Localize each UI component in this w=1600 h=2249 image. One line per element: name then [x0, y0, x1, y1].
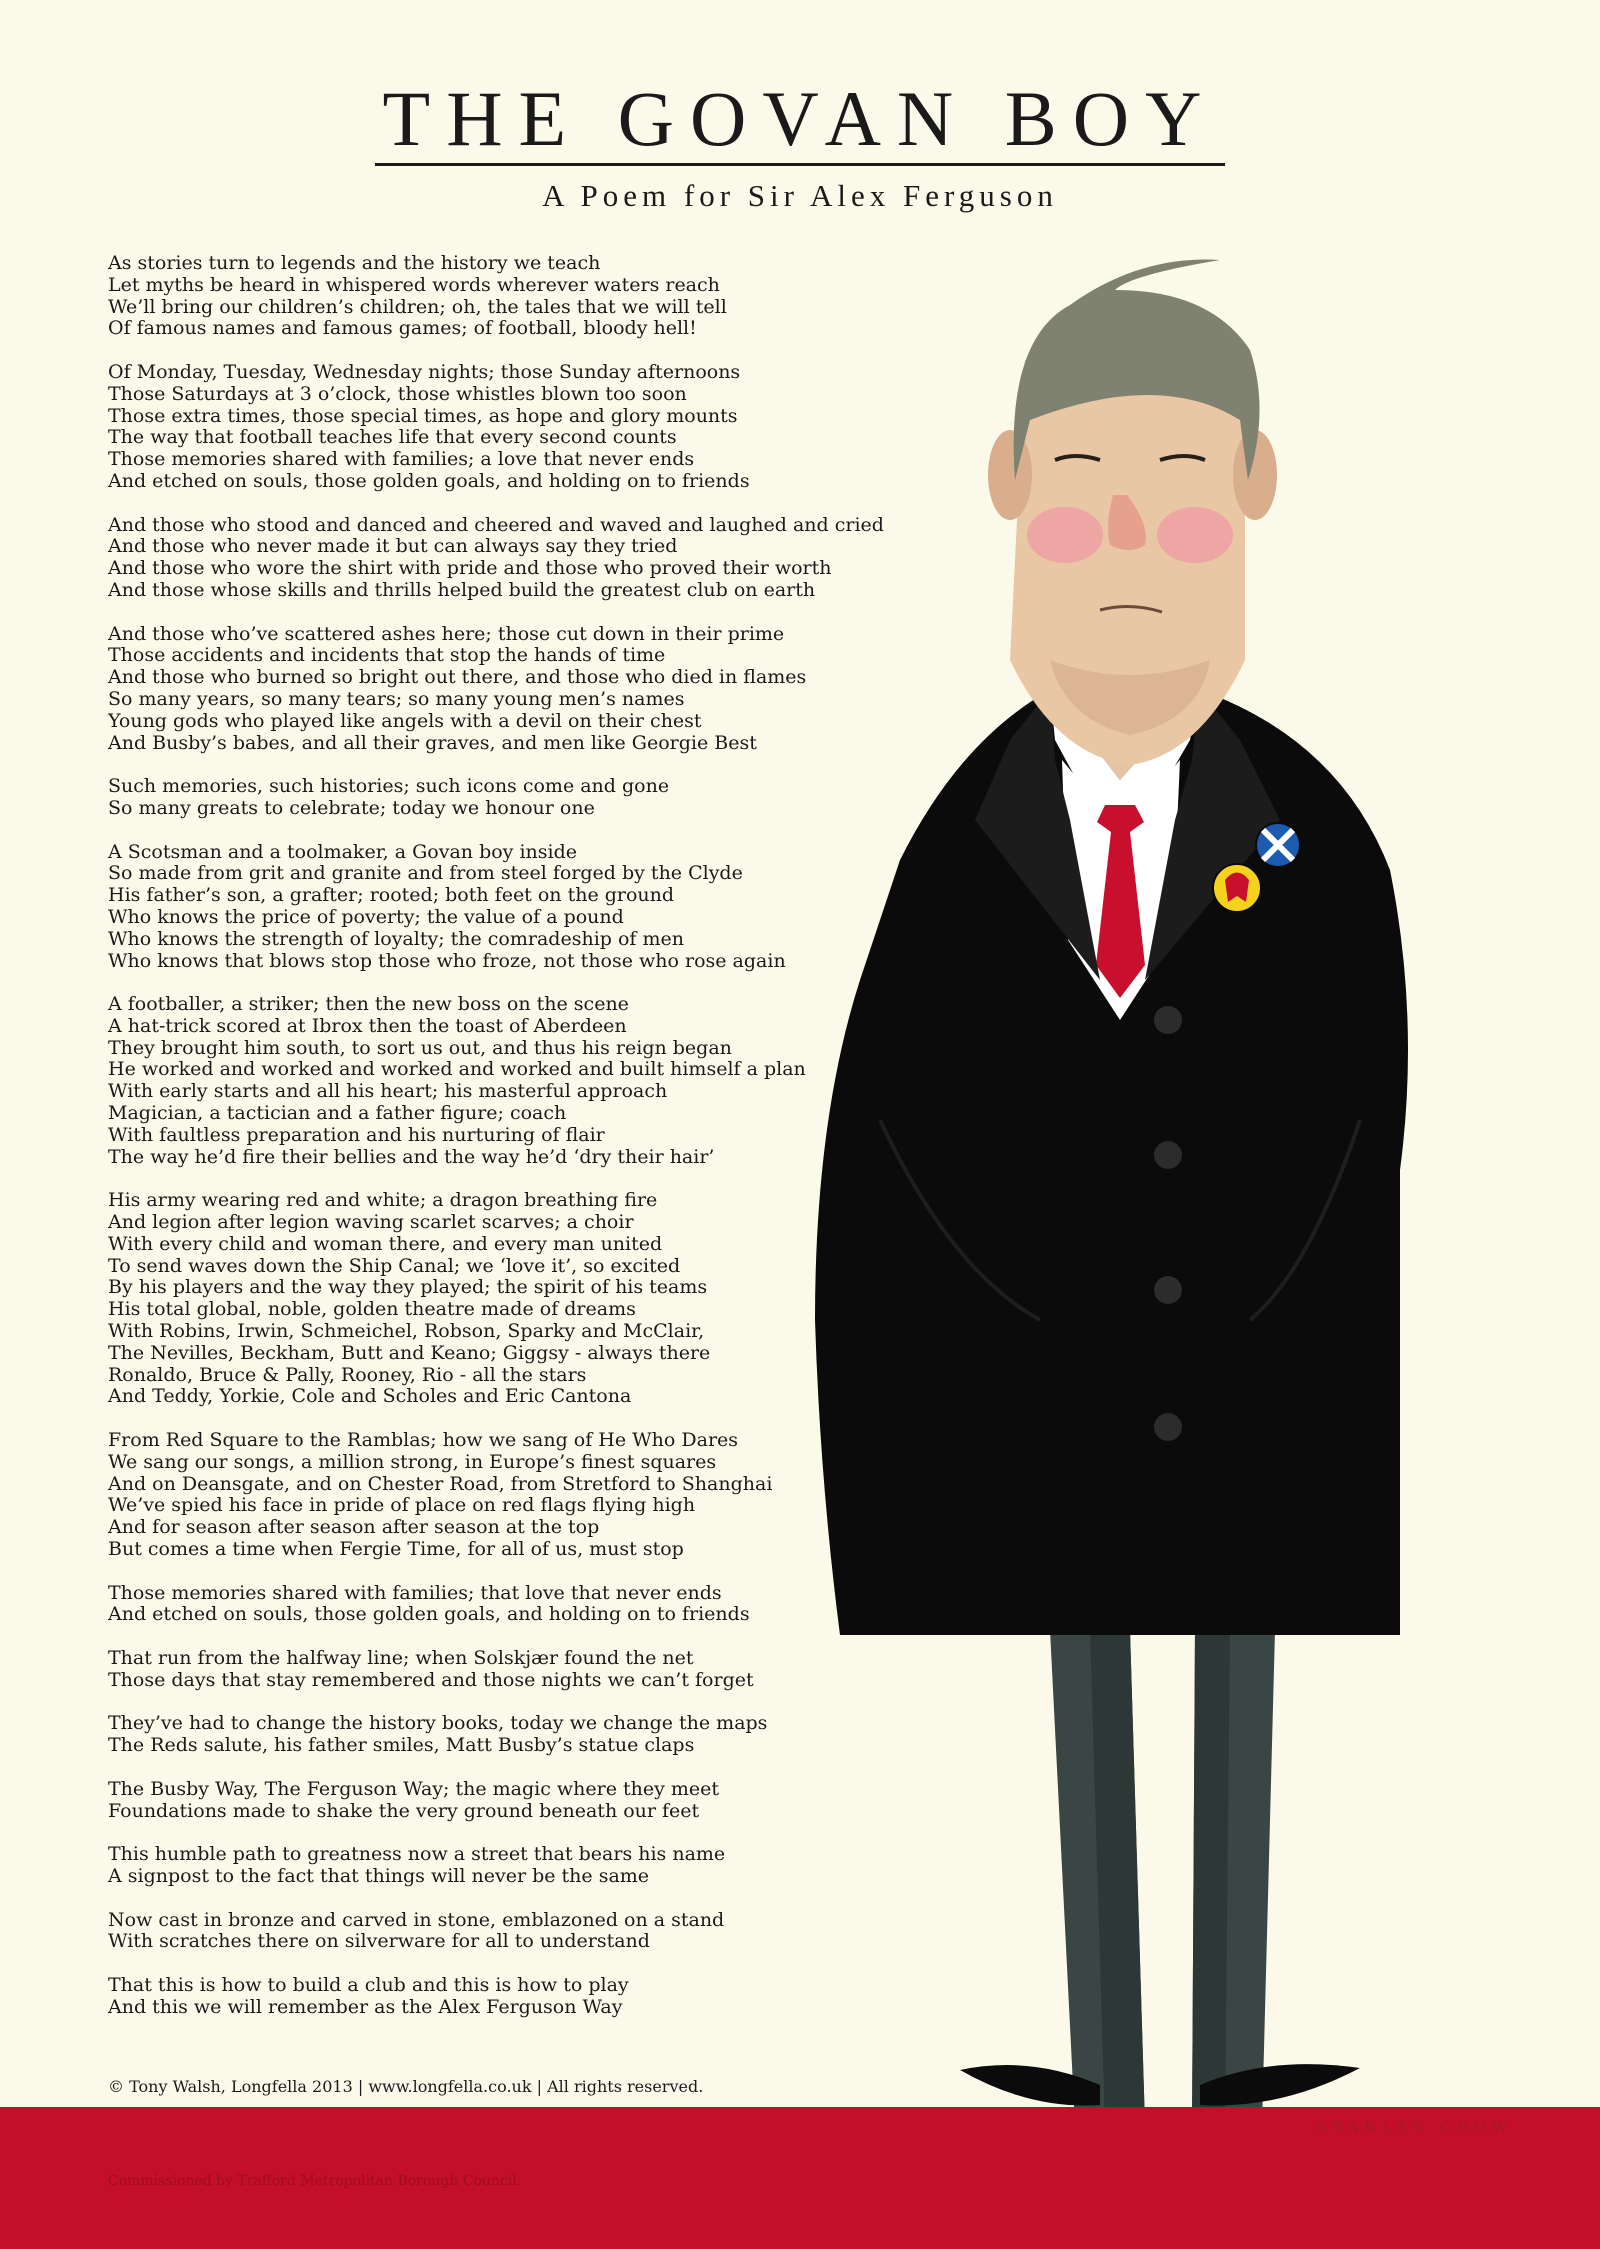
poem-line: Those memories shared with families; a love that never ends [108, 448, 695, 471]
poem-line: That run from the halfway line; when Solskjær found the net [108, 1647, 694, 1669]
poem-line: He worked and worked and worked and worked and built himself a plan [108, 1058, 806, 1081]
poem-line: And this we will remember as the Alex Ferguson Way [108, 1995, 623, 2018]
poem-line: And those who stood and danced and cheered and waved and laughed and cried [108, 513, 884, 536]
poem-line: Those days that stay remembered and those nights we can’t forget [108, 1668, 754, 1691]
poem-line: Those accidents and incidents that stop the hands of time [108, 644, 666, 667]
poem-line: His army wearing red and white; a dragon breathing fire [108, 1189, 658, 1212]
poem-line: The way he’d fire their bellies and the way he’d ‘dry their hair’ [108, 1145, 715, 1168]
title-divider [375, 163, 1225, 166]
poem-line: Those memories shared with families; that love that never ends [108, 1581, 722, 1604]
poem-line: From Red Square to the Ramblas; how we sang of He Who Dares [108, 1429, 739, 1452]
poem-line: The Nevilles, Beckham, Butt and Keano; Giggsy - always there [108, 1341, 711, 1364]
poem-line: The Busby Way, The Ferguson Way; the magic where they meet [108, 1777, 720, 1800]
poem-line: With Robins, Irwin, Schmeichel, Robson, Sparky and McClair, [108, 1320, 705, 1343]
poem-line: And Teddy, Yorkie, Cole and Scholes and Eric Cantona [108, 1385, 632, 1408]
poem-line: As stories turn to legends and the history we teach [108, 252, 601, 274]
left-ear [988, 430, 1032, 520]
poem-line: So many greats to celebrate; today we honour one [108, 796, 595, 819]
ferguson-illustration [800, 220, 1600, 2120]
coat-button-1 [1154, 1006, 1182, 1034]
poem-line: By his players and the way they played; the spirit of his teams [108, 1276, 708, 1299]
poem-line: And those who never made it but can always say they tried [108, 535, 678, 558]
poem-line: And for season after season after season at the top [108, 1516, 600, 1539]
poem-line: Ronaldo, Bruce & Pally, Rooney, Rio - all the stars [108, 1363, 587, 1386]
poem-line: This humble path to greatness now a street that bears his name [108, 1843, 726, 1866]
club-crest-badge-icon [1213, 864, 1261, 912]
poem-line: Such memories, such histories; such icons come and gone [108, 775, 670, 798]
poem-line: With every child and woman there, and every man united [108, 1232, 663, 1255]
coat-button-4 [1154, 1413, 1182, 1441]
poem-line: So made from grit and granite and from steel forged by the Clyde [108, 862, 743, 885]
poem-line: Who knows the price of poverty; the value of a pound [108, 905, 624, 928]
poem-line: Those Saturdays at 3 o’clock, those whistles blown too soon [108, 382, 687, 405]
poem-line: With early starts and all his heart; his masterful approach [108, 1080, 668, 1103]
poem-line: And on Deansgate, and on Chester Road, from Stretford to Shanghai [108, 1472, 773, 1495]
right-trouser-shadow [1192, 1630, 1230, 2120]
poem-line: A Scotsman and a toolmaker, a Govan boy inside [108, 840, 578, 863]
poem-line: That this is how to build a club and this is how to play [108, 1973, 629, 1996]
poem-line: And Busby’s babes, and all their graves, and men like Georgie Best [108, 731, 757, 754]
poem-line: We sang our songs, a million strong, in Europe’s finest squares [108, 1450, 717, 1473]
poem-line: So many years, so many tears; so many young men’s names [108, 687, 685, 710]
poem-line: They’ve had to change the history books, today we change the maps [108, 1712, 768, 1735]
poem-line: But comes a time when Fergie Time, for all of us, must stop [108, 1538, 684, 1561]
poem-line: A hat-trick scored at Ibrox then the toast of Aberdeen [108, 1014, 627, 1037]
coat-button-3 [1154, 1276, 1182, 1304]
poem-line: Who knows that blows stop those who froze, not those who rose again [108, 949, 786, 972]
poem-line: And etched on souls, those golden goals, and holding on to friends [108, 1603, 750, 1626]
poem-line: Of famous names and famous games; of football, bloody hell! [108, 317, 697, 340]
copyright-notice: © Tony Walsh, Longfella 2013 | www.longfella.co.uk | All rights reserved. [108, 2077, 704, 2096]
poem-line: His total global, noble, golden theatre made of dreams [108, 1298, 636, 1321]
poem-line: And those who wore the shirt with pride and those who proved their worth [108, 557, 832, 580]
left-cheek [1027, 507, 1103, 563]
poem-line: A footballer, a striker; then the new boss on the scene [108, 993, 629, 1016]
poem-line: We’ll bring our children’s children; oh, the tales that we will tell [108, 295, 727, 318]
scotland-flag-badge-icon [1256, 823, 1300, 867]
poem-line: His father’s son, a grafter; rooted; both feet on the ground [108, 884, 675, 907]
poem-line: The way that football teaches life that every second counts [108, 426, 677, 449]
poem-line: They brought him south, to sort us out, and thus his reign began [108, 1036, 732, 1059]
poem-line: The Reds salute, his father smiles, Matt Busby’s statue claps [108, 1734, 695, 1757]
poem-line: Let myths be heard in whispered words wherever waters reach [108, 273, 720, 296]
poem-line: We’ve spied his face in pride of place on red flags flying high [108, 1494, 696, 1517]
poem-line: With scratches there on silverware for all to understand [108, 1930, 650, 1953]
poem-line: With faultless preparation and his nurturing of flair [108, 1123, 605, 1146]
poem-line: And those who’ve scattered ashes here; those cut down in their prime [108, 622, 785, 645]
right-cheek [1157, 507, 1233, 563]
poster-subtitle: A Poem for Sir Alex Ferguson [542, 178, 1058, 213]
poem-line: Who knows the strength of loyalty; the comradeship of men [108, 927, 684, 950]
poem-line: Foundations made to shake the very ground beneath our feet [108, 1799, 700, 1822]
commission-credit: Commissioned by Trafford Metropolitan Borough Council. [108, 2173, 522, 2189]
poem-line: Magician, a tactician and a father figure; coach [108, 1102, 567, 1125]
poem-line: Those extra times, those special times, as hope and glory mounts [108, 404, 738, 427]
poem-line: And etched on souls, those golden goals, and holding on to friends [108, 469, 750, 492]
poem-line: And legion after legion waving scarlet scarves; a choir [108, 1211, 634, 1234]
artist-signature: STANLEY CHOW [1318, 2120, 1513, 2136]
poem-line: A signpost to the fact that things will never be the same [108, 1864, 650, 1887]
poem-line: Of Monday, Tuesday, Wednesday nights; those Sunday afternoons [108, 360, 741, 383]
poem-line: Now cast in bronze and carved in stone, emblazoned on a stand [108, 1908, 725, 1931]
coat-button-2 [1154, 1141, 1182, 1169]
poem-line: Young gods who played like angels with a devil on their chest [108, 709, 702, 732]
poster-title: THE GOVAN BOY [382, 75, 1218, 162]
poem-line: And those who burned so bright out there, and those who died in flames [108, 666, 807, 689]
poem-line: And those whose skills and thrills helped build the greatest club on earth [108, 578, 816, 601]
poem-line: To send waves down the Ship Canal; we ‘love it’, so excited [108, 1254, 681, 1277]
